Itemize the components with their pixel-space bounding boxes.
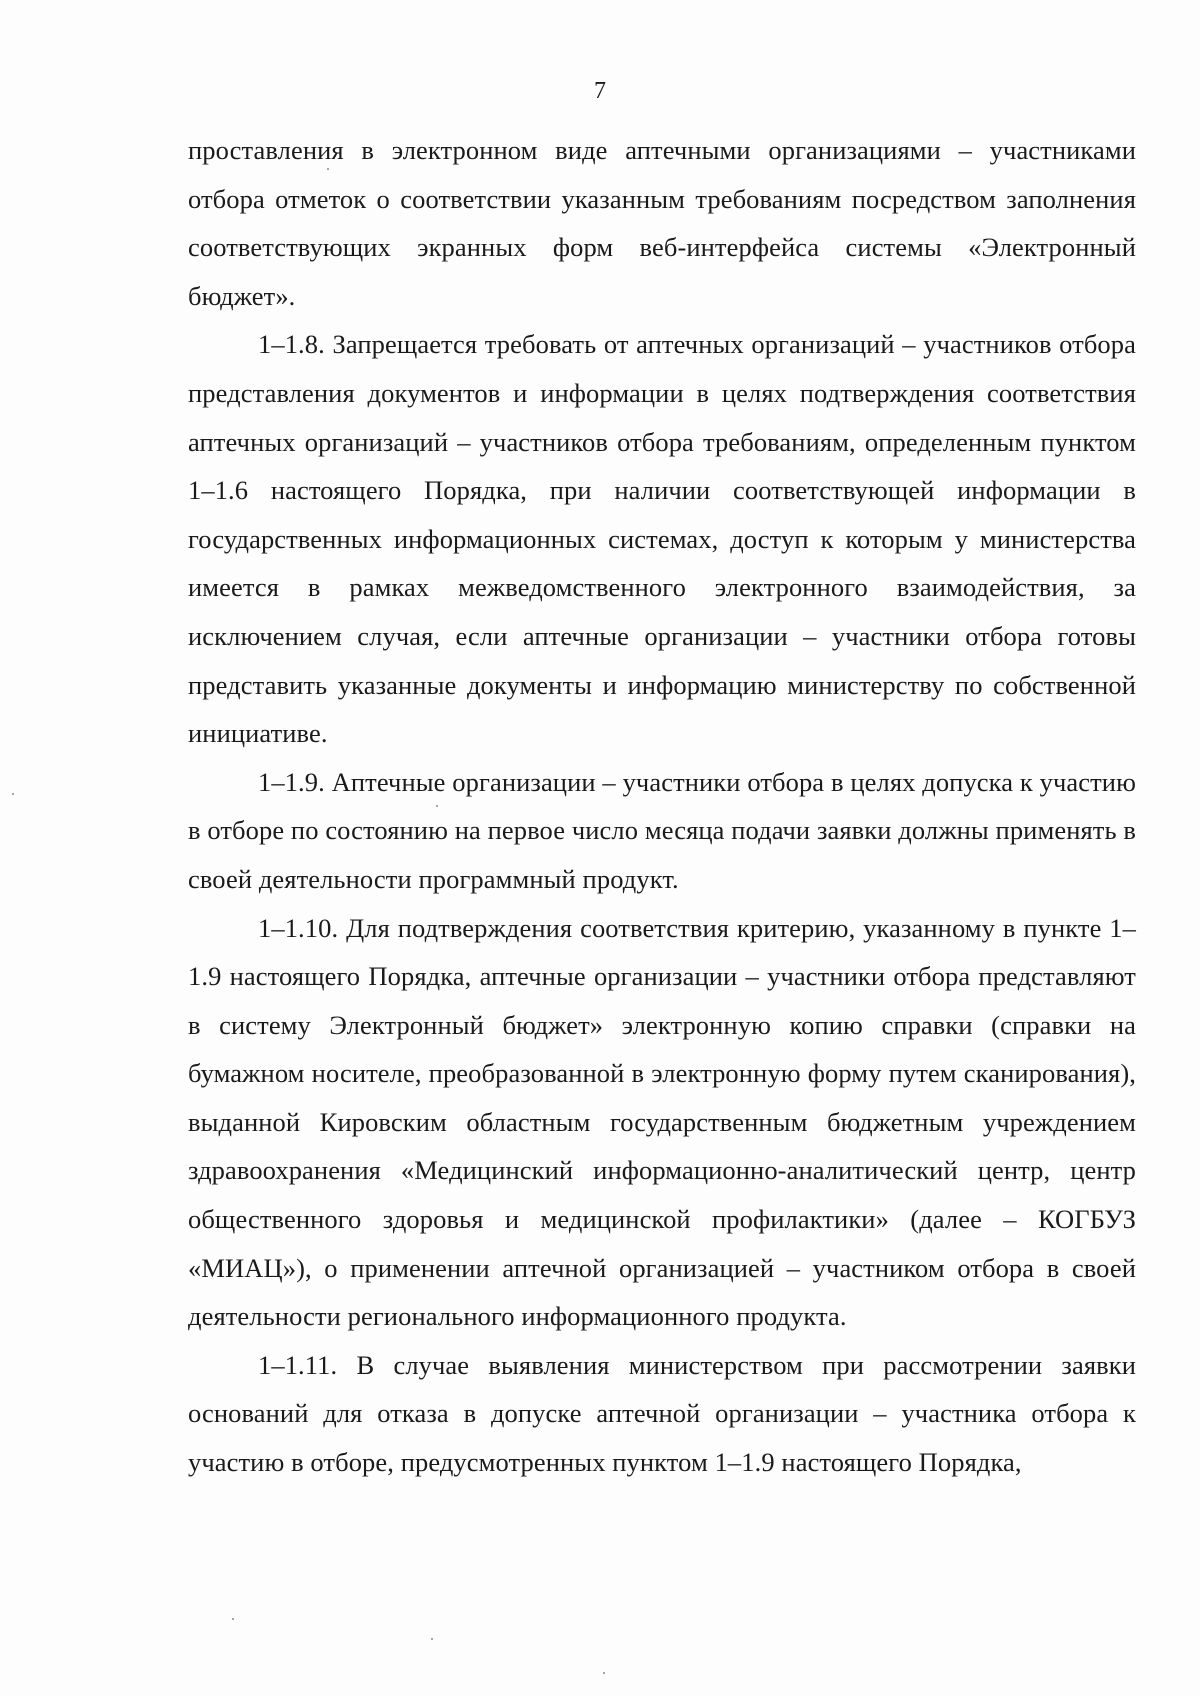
scan-speck xyxy=(12,793,14,795)
scan-speck xyxy=(327,168,329,170)
document-body xyxy=(188,126,1136,1487)
paragraph-1-1-8: 1–1.8. Запрещается требовать от аптечных организаций – участников отбора представления документов и информации в целях подтверждения соответствия аптечных организаций – участников отбора требованиям, определенным пунктом 1–1.6 настоящего Порядка, при наличии соответствующей информации в государственных информационных системах, доступ к которым у министерства имеется в рамках межведомственного электронного взаимодействия, за исключением случая, если аптечные организации – участники отбора готовы представить указанные документы и информацию министерству по собственной инициативе. xyxy=(188,329,1136,749)
paragraph-1-1-9: 1–1.9. Аптечные организации – участники отбора в целях допуска к участию в отборе по состоянию на первое число месяца подачи заявки должны применять в своей деятельности программный продукт. xyxy=(188,766,1136,894)
scan-speck xyxy=(603,1672,605,1674)
scan-speck xyxy=(232,1618,234,1620)
page-number: 7 xyxy=(594,78,606,104)
paragraph-1-1-11: 1–1.11. В случае выявления министерством при рассмотрении заявки оснований для отказа в допуске аптечной организации – участника отбора к участию в отборе, предусмотренных пунктом 1–1.9 настоящего Порядка, xyxy=(188,1349,1136,1478)
paragraph-continuation: проставления в электронном виде аптечными организациями – участниками отбора отметок о соответствии указанным требованиям посредством заполнения соответствующих экранных форм веб-интерфейса системы «Электронный бюджет». xyxy=(188,135,1136,311)
scan-speck xyxy=(436,805,438,807)
scan-speck xyxy=(431,1638,433,1640)
paragraph-1-1-10: 1–1.10. Для подтверждения соответствия критерию, указанному в пункте 1–1.9 настоящего Порядка, аптечные организации – участники отбора представляют в систему Электронный бюджет» электронную копию справки (справки на бумажном носителе, преобразованной в электронную форму путем сканирования), выданной Кировским областным государственным бюджетным учреждением здравоохранения «Медицинский информационно-аналитический центр, центр общественного здоровья и медицинской профилактики» (далее – КОГБУЗ «МИАЦ»), о применении аптечной организацией – участником отбора в своей деятельности регионального информационного продукта. xyxy=(188,912,1136,1332)
